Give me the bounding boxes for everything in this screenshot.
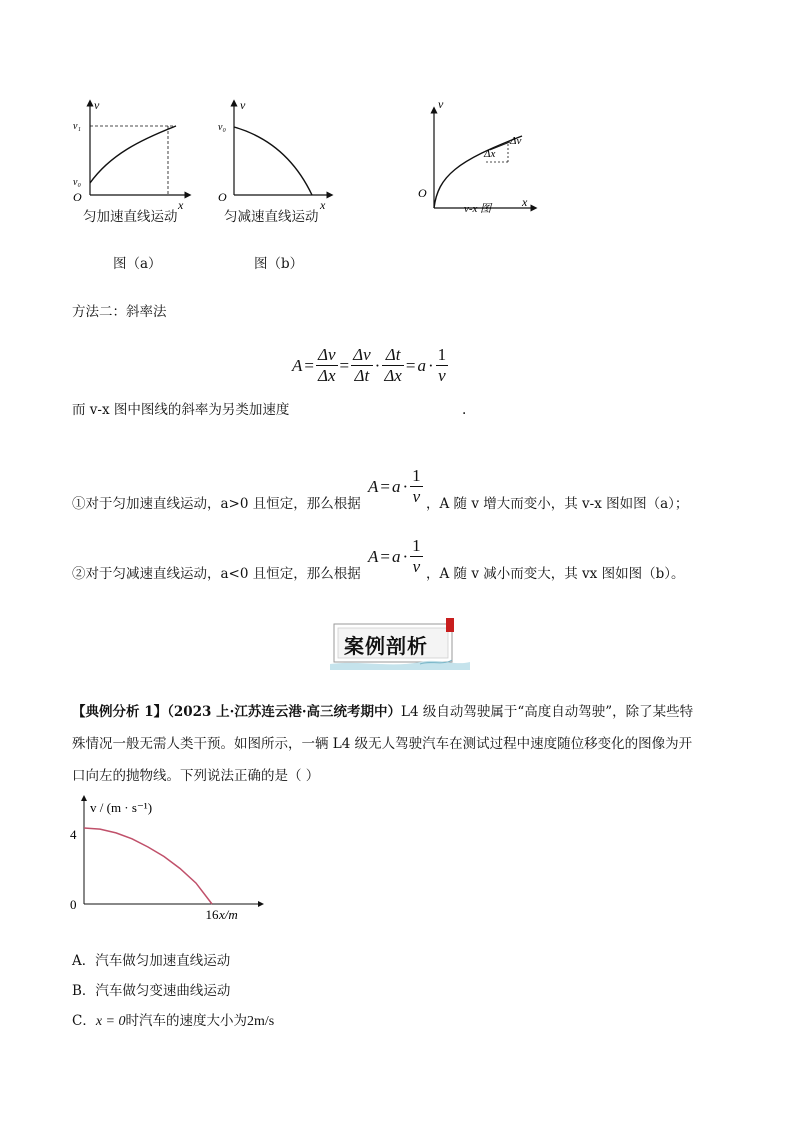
option-a[interactable]: A．汽车做匀加速直线运动	[72, 953, 231, 969]
num: 1	[412, 466, 421, 485]
option-c-value: 2m/s	[247, 1014, 275, 1029]
curve	[90, 126, 176, 183]
formula-a: a	[391, 476, 401, 496]
den: v	[412, 557, 421, 576]
formula-eq: =	[380, 476, 390, 496]
figure-label-a: 图（a）	[113, 256, 162, 272]
slope-formula	[292, 345, 448, 386]
formula-dot: ·	[374, 355, 381, 375]
formula-a: a	[391, 546, 401, 566]
chart-ylabel: v / (m · s⁻¹)	[90, 800, 153, 815]
y-label: v	[94, 98, 100, 112]
y-tick-4: 4	[70, 827, 77, 842]
num: 1	[412, 536, 421, 555]
slope-dot: .	[462, 402, 467, 418]
banner-title: 案例剖析	[344, 634, 428, 658]
section-banner	[330, 616, 470, 670]
example-text1: L4 级自动驾驶属于“高度自动驾驶”，除了某些特	[401, 704, 694, 720]
item1-formula	[368, 466, 423, 507]
y-label: v	[240, 98, 246, 112]
dx-label: Δx	[484, 148, 496, 160]
velocity-displacement-chart	[66, 792, 266, 927]
caption-c: v-x 图	[464, 203, 492, 215]
example-source: （2023 上·江苏连云港·高三统考期中）	[167, 704, 402, 720]
graph-b	[212, 95, 337, 210]
formula-eq: =	[380, 546, 390, 566]
den: Δt	[354, 366, 370, 385]
num: Δt	[382, 345, 404, 366]
graph-a	[70, 95, 200, 210]
num: 1	[437, 345, 447, 364]
frac-dv-dx	[316, 345, 338, 386]
den: Δx	[317, 366, 336, 385]
graph-c	[412, 96, 542, 221]
formula-eq3: =	[405, 355, 416, 375]
v1-label: v₁	[73, 121, 81, 132]
num: Δv	[317, 345, 336, 364]
formula-A: A	[368, 546, 379, 566]
x-label: x	[522, 195, 528, 209]
option-c-math: x = 0	[95, 1014, 126, 1029]
frac-dv-dt	[351, 345, 373, 386]
den: v	[412, 487, 421, 506]
frac-1-v	[436, 345, 449, 386]
v0-label: v₀	[73, 177, 81, 188]
example-tag: 【典例分析 1】	[72, 704, 168, 720]
x-label: x	[178, 198, 184, 210]
figure-label-b: 图（b）	[254, 256, 304, 272]
y-label: v	[438, 97, 444, 111]
chart-xlabel: x/m	[219, 907, 238, 922]
option-c-mid: 时汽车的速度大小为	[125, 1013, 248, 1029]
den: v	[438, 366, 446, 385]
option-c-prefix: C．	[72, 1013, 96, 1029]
x-label: x	[320, 198, 326, 210]
formula-dot: ·	[402, 476, 409, 496]
formula-dot2: ·	[427, 355, 434, 375]
dv-label: Δv	[510, 135, 522, 147]
item2-formula	[368, 536, 423, 577]
option-b[interactable]: B．汽车做匀变速曲线运动	[72, 983, 231, 999]
formula-A: A	[368, 476, 379, 496]
y-tick-0: 0	[70, 897, 77, 912]
slope-text: 而 v-x 图中图线的斜率为另类加速度	[72, 402, 290, 418]
formula-eq: =	[304, 355, 314, 375]
origin-label: O	[73, 190, 82, 204]
formula-a: a	[417, 355, 426, 375]
series-line	[84, 828, 212, 904]
frac-dt-dx	[382, 345, 404, 386]
option-c[interactable]	[72, 1015, 274, 1029]
item2-before: ②对于匀减速直线运动，a<0 且恒定，那么根据	[72, 566, 361, 582]
den: Δx	[384, 366, 402, 385]
x-tick-16: 16	[205, 907, 219, 922]
origin-label: O	[418, 186, 427, 200]
item1-after: ，A 随 v 增大而变小，其 v-x 图如图（a）；	[426, 496, 689, 512]
origin-label: O	[218, 190, 227, 204]
num: Δv	[353, 345, 371, 364]
formula-A: A	[292, 355, 303, 375]
curve	[434, 136, 522, 208]
frac-1-v	[410, 466, 423, 507]
item2-after: ，A 随 v 减小而变大，其 vx 图如图（b）。	[426, 566, 685, 582]
example-line2: 殊情况一般无需人类干预。如图所示，一辆 L4 级无人驾驶汽车在测试过程中速度随位移变化的图像为开	[72, 736, 693, 752]
item1-before: ①对于匀加速直线运动，a>0 且恒定，那么根据	[72, 496, 361, 512]
formula-dot: ·	[402, 546, 409, 566]
caption-a: 匀加速直线运动	[83, 209, 178, 225]
method2-heading: 方法二：斜率法	[72, 304, 167, 320]
v0-label: v₀	[218, 122, 226, 133]
frac-1-v	[410, 536, 423, 577]
example-line1	[72, 706, 693, 720]
formula-eq2: =	[339, 355, 350, 375]
example-line3: 口向左的抛物线。下列说法正确的是（ ）	[72, 768, 320, 784]
caption-b: 匀减速直线运动	[224, 209, 319, 225]
curve	[234, 127, 312, 195]
